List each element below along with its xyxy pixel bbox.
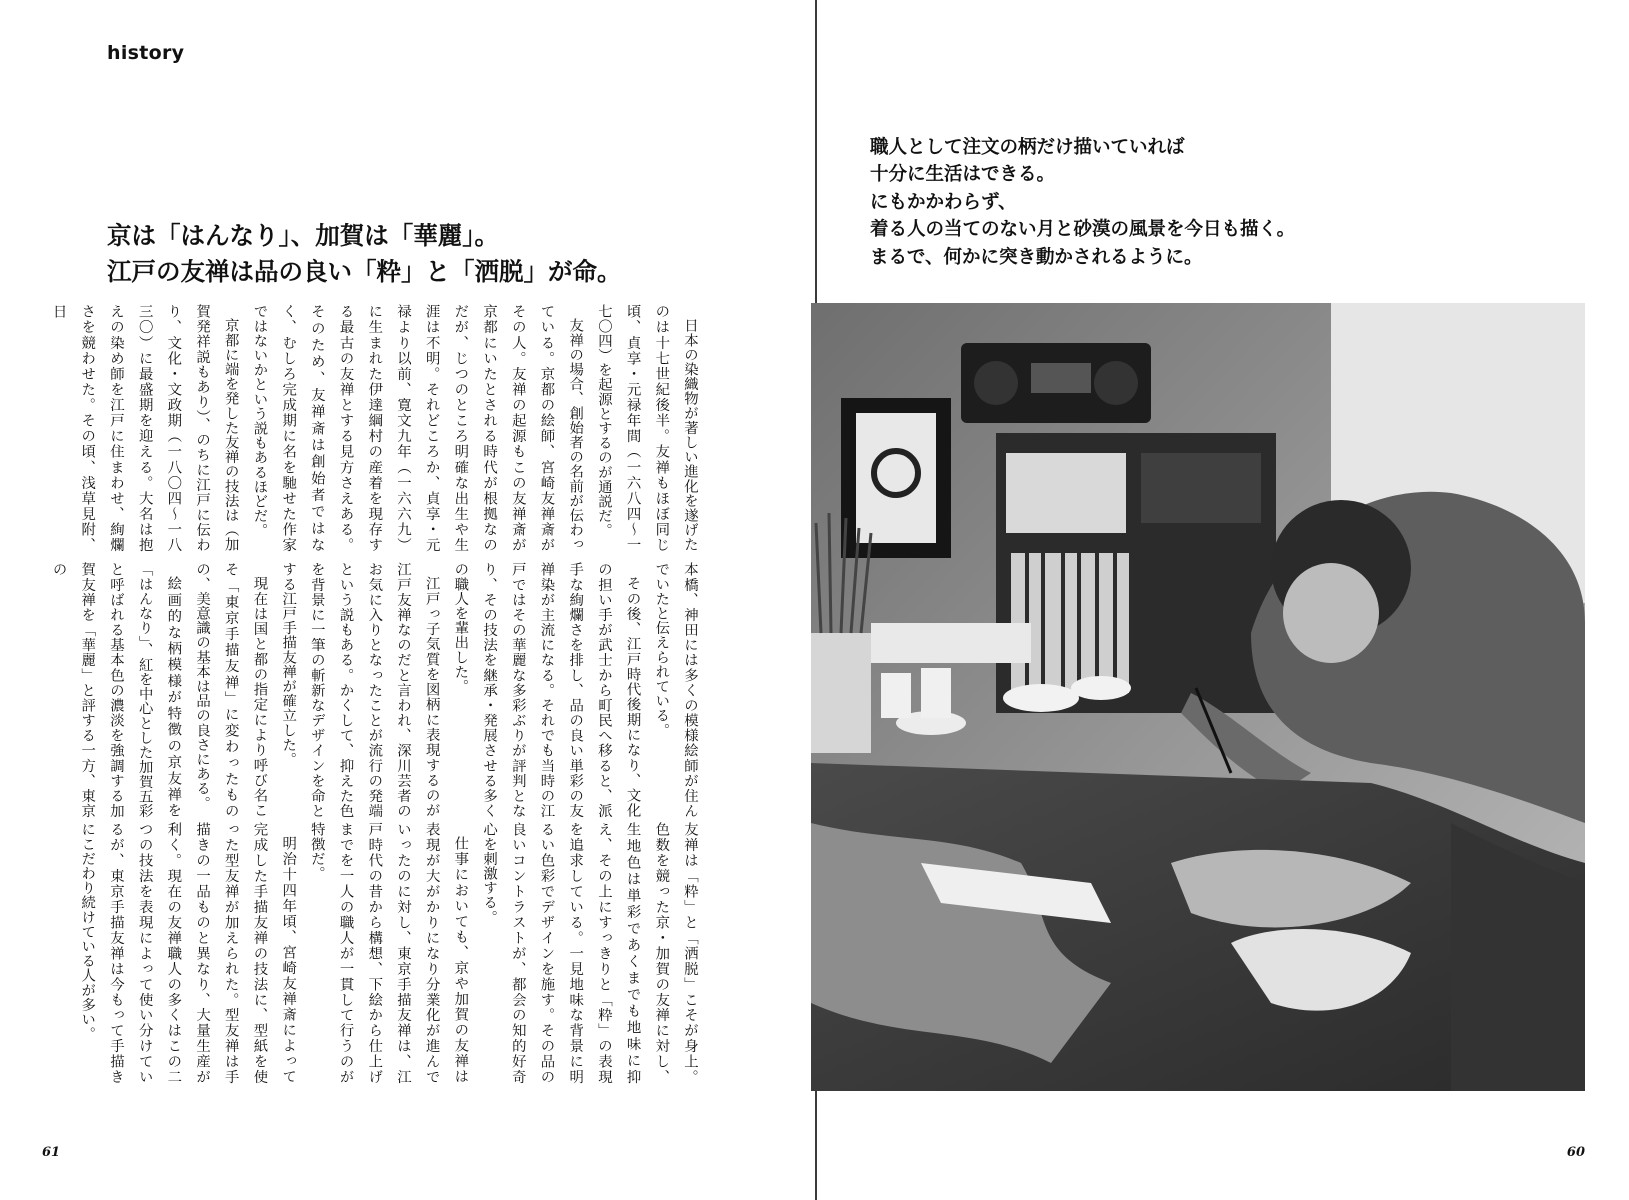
paragraph: 京都に端を発した友禅の技法は（加賀発祥説もあり）、のちに江戸に伝わり、文化・文政期（一八〇四〜一八三〇）に最盛期を迎える。大名は抱えの染め師を江戸に住まわせ、絢爛さを競わせた。その頃、浅草見附、日 <box>50 304 239 552</box>
paragraph: 日本の染織物が著しい進化を遂げたのは十七世紀後半。友禅もほぼ同じ頃、貞享・元禄年間（一六八四〜一七〇四）を起源とするのが通説だ。 <box>595 304 698 552</box>
pull-quote-line: 職人として注文の柄だけ描いていれば <box>870 137 1185 158</box>
page-number-right: 60 <box>1566 1145 1585 1160</box>
paragraph: 仕事においても、京や加賀の友禅は表現が大がかりになり分業化が進んでいったのに対し、東京手描友禅は、江戸時代の昔から構想、下絵から仕上げまでを一人の職人が一貫して行うのが特徴だ。 <box>308 822 469 1084</box>
paragraph: 友禅は「粋」と「洒脱」こそが身上。色数を競った京・加賀の友禅に対し、生地色は単彩であくまでも地味に抑え、その上にすっきりと「粋」の表現を追求している。一見地味な背景に明るい色彩でデザインを施す。その品の良いコントラストが、都会の知的好奇心を刺激する。 <box>481 822 698 1084</box>
artisan-photo-illustration <box>811 303 1585 1091</box>
page-number-left: 61 <box>42 1145 61 1160</box>
paragraph: 現在は国と都の指定により呼び名こそ「東京手描友禅」に変わったものの、美意識の基本は品の良さにある。 <box>194 562 268 818</box>
body-text-middle <box>50 562 704 818</box>
paragraph: 江戸っ子気質を図柄に表現するのが江戸友禅なのだと言われ、深川芸者のお気に入りとなったことが流行の発端という説もある。かくして、抑えた色を背景に一筆の斬新なデザインを命とする江戸手描友禅が確立した。 <box>280 562 440 818</box>
pull-quote-line: にもかかわらず、 <box>870 191 1017 213</box>
pull-quote-line: 十分に生活はできる。 <box>870 164 1056 186</box>
body-text-lower <box>79 822 704 1084</box>
headline-line-2: 江戸の友禅は品の良い「粋」と「洒脱」が命。 <box>107 257 622 286</box>
artisan-photo <box>811 303 1585 1091</box>
paragraph: 絵画的な柄模様が特徴の京友禅を「はんなり」、紅を中心とした加賀五彩と呼ばれる基本色の濃淡を強調する加賀友禅を「華麗」と評する一方、東京の <box>50 562 182 818</box>
body-text-upper <box>50 304 704 552</box>
paragraph: その後、江戸時代後期になり、文化の担い手が武士から町民へ移ると、派手な絢爛さを排し、品の良い単彩の友禅染が主流になる。それでも当時の江戸ではその華麗な多彩ぶりが評判となり、その技法を継承・発展させる多くの職人を輩出した。 <box>452 562 641 818</box>
paragraph: 友禅の場合、創始者の名前が伝わっている。京都の絵師、宮崎友禅斎がその人。友禅の起源もこの友禅斎が京都にいたとされる時代が根拠なのだが、じつのところ明確な出生や生涯は不明。それどころか、貞享・元禄より以前、寛文九年（一六六九）に生まれた伊達綱村の産着を現存する最古の友禅とする見方さえある。そのため、友禅斎は創始者ではなく、むしろ完成期に名を馳せた作家ではないかという説もあるほどだ。 <box>251 304 584 552</box>
paragraph: 本橋、神田には多くの模様絵師が住んでいたと伝えられている。 <box>653 562 698 818</box>
right-page <box>815 0 1629 1200</box>
pull-quote-line: 着る人の当てのない月と砂漠の風景を今日も描く。 <box>870 219 1296 241</box>
section-tag: history <box>107 42 185 64</box>
headline-line-1: 京は「はんなり」、加賀は「華麗」。 <box>107 221 499 250</box>
headline <box>107 218 787 290</box>
pull-quote <box>870 134 1590 271</box>
paragraph: 明治十四年頃、宮崎友禅斎によって完成した手描友禅の技法に、型紙を使った型友禅が加えられた。型友禅は手描きの一品ものと異なり、大量生産が利く。現在の友禅職人の多くはこの二つの技法を表現によって使い分けているが、東京手描友禅は今もって手描きにこだわり続けている人が多い。 <box>79 822 297 1084</box>
pull-quote-line: まるで、何かに突き動かされるように。 <box>870 246 1203 268</box>
